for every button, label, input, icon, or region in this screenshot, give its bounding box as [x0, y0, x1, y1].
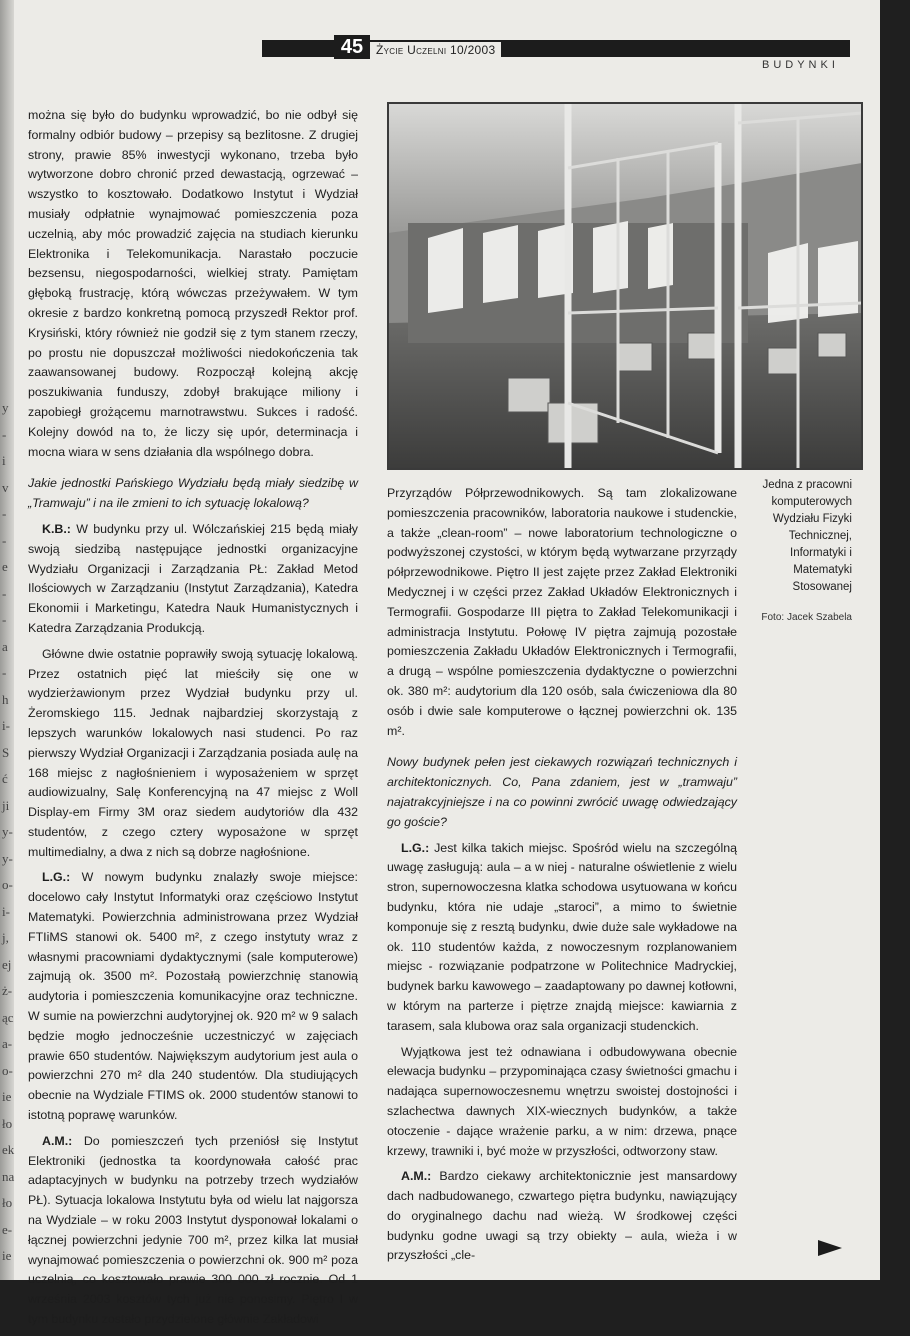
answer-paragraph: [28, 1132, 358, 1330]
margin-fragment: v: [2, 479, 9, 495]
journal-title: Życie Uczelni 10/2003: [370, 42, 501, 58]
margin-fragment: -: [2, 426, 7, 442]
margin-fragment: ć: [2, 771, 8, 786]
margin-fragment: na: [2, 1168, 15, 1184]
answer-paragraph: [28, 520, 358, 639]
margin-fragment: -: [2, 585, 7, 601]
section-label: BUDYNKI: [762, 59, 839, 71]
paragraph: Przyrządów Półprzewodnikowych. Są tam zlokalizowane pomieszczenia pracowników, laboratoria naukowe i studenckie, a także „clean-room” – nowe laboratorium technologiczne o podwyższonej czystości, w którym będą wytwarzane przyrządy półprzewodnikowe. Piętro II jest zajęte przez Zakład Elektroniki Medycznej i w części przez Zakład Układów Elektronicznych i Termografii. Gospodarze III piętra to Zakład Telekomunikacji i administracja Instytutu. Połowę IV piętra zajmują pozostałe pomieszczenia Zakładu Układów Elektronicznych i Termografii, a drugą – wspólne pomieszczenia dydaktyczne o powierzchni ok. 380 m²: audytorium dla 120 osób, sala ćwiczeniowa dla 80 osób i dwie sale komputerowe o łącznej powierzchni ok. 135 m².: [387, 486, 737, 738]
margin-fragment: ie: [2, 1248, 12, 1263]
photo-credit: Foto: Jacek Szabela: [761, 612, 852, 623]
speaker-label: K.B.:: [42, 521, 71, 536]
answer-text: Jest kilka takich miejsc. Spośród wielu na szczególną uwagę zasługują: aula – a w niej - naturalne oświetlenie z wielu stron, supernowoczesna klatka schodowa usytuowana w końcu budynku, która nie udaje „staroci”, a mimo to świetnie komponuje się z resztą budynku, dwie duże sale wykładowe na ok. 110 studentów każda, z nowoczesnym rozplanowaniem miejsc - rozwiązanie podpatrzone w Politechnice Madryckiej, budynek barku kawowego – zaadaptowany po dawnej kotłowni, w którym na parterze i piętrze znajdą miejsce: kawiarnia z tarasem, sala klubowa oraz sala organizacji studenckich.: [387, 840, 737, 1033]
article-column-2: [387, 484, 737, 1272]
margin-fragment: j,: [2, 930, 9, 945]
margin-fragment: -: [2, 612, 7, 627]
margin-fragment: h: [2, 691, 9, 707]
continue-arrow-icon: [818, 1240, 842, 1256]
answer-paragraph: [387, 1167, 737, 1266]
answer-text: Do pomieszczeń tych przeniósł się Instytut Elektroniki (jednostka ta koordynowała całość prac adaptacyjnych w budynku na potrzeby trzech wydziałów PŁ). Sytuacja lokalowa Instytutu była od wielu lat najgorsza na Wydziale – w roku 2003 Instytut dysponował lokalami o łącznej powierzchni jedynie 700 m², przez kilka lat musiał wynajmować pomieszczenia o powierzchni ok. 900 m² poza uczelnią, co kosztowało prawie 300 000 zł rocznie. Od 1 września 2003 kosztów tych już nie ponosimy. Piętro I w tym budynku zostało przydzielone głównie Zakładowi: [28, 1133, 358, 1327]
photo-illustration: [388, 103, 862, 469]
answer-text: W budynku przy ul. Wólczańskiej 215 będą miały swoją siedzibą następujące jednostki organizacyjne Wydziału Organizacji i Zarządzania PŁ: Zakład Metod Ilościowych w Zarządzaniu (Instytut Zarządzania), Katedra Ekonomii i Marketingu, Katedra Nauk Humanistycznych i Katedra Zarządzania Produkcją.: [28, 521, 358, 635]
computer-lab-photo: [388, 103, 862, 469]
photo-caption: Jedna z pracowni komputerowych Wydziału Fizyki Technicznej, Informatyki i Matematyki Stosowanej: [762, 479, 852, 593]
margin-fragment: ie: [2, 1089, 12, 1104]
margin-fragment: S: [2, 744, 10, 760]
answer-text: Bardzo ciekawy architektonicznie jest mansardowy dach nadbudowanego, czwartego piętra budynku, nawiązujący do oryginalnego dachu nad wieżą. W środkowej części budynku godne uwagi są trzy obiekty – aula, wieża i w przyszłości „cle-: [387, 1169, 737, 1263]
article-column-1: [28, 106, 358, 1336]
paragraph: można się było do budynku wprowadzić, bo nie odbył się formalny odbiór budowy – przepisy są bezlitosne. Z drugiej strony, prawie 85% inwestycji wykonano, trzeba było wytworzone dobro chronić przed dewastacją, ogrzewać – wszystko to kosztowało. Dodatkowo Instytut i Wydział musiały odpłatnie wynajmować pomieszczenia poza uczelnią, aby móc prowadzić zajęcia na studiach kierunku Elektronika i Telekomunikacja. Narastało poczucie bezsensu, niegospodarności, wielkiej straty. Pamiętam głęboką frustrację, którą wówczas przeżywałem. W tym okresie z bardzo konkretną pomocą przyszedł Rektor prof. Krysiński, który również nie godził się z tym stanem rzeczy, po prostu nie dopuszczał możliwości niedokończenia tak zaawansowanej budowy. Rozpoczął kolejną akcję poszukiwania funduszy, zdobył brakujące miliony i zapobiegł grożącemu marnotrawstwu. Sukces i radość. Kolejny dowód na to, że liczy się upór, determinacja i mocna wiara w sens działania dla wspólnego dobra.: [28, 108, 358, 459]
page-number: 45: [334, 35, 370, 59]
margin-fragment: o-: [2, 877, 13, 892]
margin-fragment: ek: [2, 1142, 15, 1157]
margin-fragment: ło: [2, 1115, 13, 1131]
margin-fragment: -: [2, 506, 7, 521]
interview-question: Nowy budynek pełen jest ciekawych rozwiązań technicznych i architektonicznych. Co, Pana zdaniem, jest w „tramwaju” najatrakcyjniejsze i na co powinni zwrócić uwagę odwiedzający go goście?: [387, 755, 737, 829]
margin-fragment: -: [2, 665, 7, 680]
paragraph: Główne dwie ostatnie poprawiły swoją sytuację lokalową. Przez ostatnich pięć lat mieściły się one w wydzierżawionym przez Wydział budynku przy ul. Żeromskiego 115. Jednak najbardziej skorzystają z lepszych warunków lokalowych nasi studenci. Po raz pierwszy Wydział Organizacji i Zarządzania posiada aulę na 168 miejsc z nagłośnieniem i wyposażeniem w sprzęt audiowizualny, Salę Konferencyjną na 47 miejsc z Woll Display-em Firmy 3M oraz siedem audytoriów dla 432 studentów, z czego cztery wyposażone w sprzęt multimedialny, a dwa z nich są dobrze nagłośnione.: [28, 646, 358, 859]
margin-fragment: i: [2, 453, 6, 468]
margin-fragment: -: [2, 532, 7, 548]
margin-fragment: o-: [2, 1062, 13, 1078]
speaker-label: A.M.:: [42, 1133, 73, 1148]
margin-fragment: ż-: [2, 983, 13, 998]
margin-fragment: a-: [2, 1036, 13, 1051]
answer-text: W nowym budynku znalazły swoje miejsce: docelowo cały Instytut Informatyki oraz częściowo Instytut Matematyki. Powierzchnia administrowana przez Wydział FTIiMS stanowi ok. 5400 m², z czego instytuty wraz z własnymi pracowniami dydaktycznymi (sale komputerowe) zajmują ok. 3500 m². Pozostałą powierzchnię stanowią audytoria i pomieszczenia komunikacyjne oraz techniczne. W sumie na powierzchni audytoryjnej ok. 920 m² w 9 salach będzie mogło jednocześnie uczestniczyć w zajęciach prawie 650 studentów. Największym audytorium jest aula o powierzchni 270 m² dla 240 studentów. Dla studiujących obecnie na Wydziale FTIMS ok. 2000 studentów stanowi to istotną poprawę warunków.: [28, 870, 358, 1123]
answer-paragraph: [28, 868, 358, 1125]
speaker-label: L.G.:: [42, 870, 71, 885]
margin-fragment: ej: [2, 956, 12, 972]
margin-fragment: e: [2, 559, 8, 574]
paragraph: Wyjątkowa jest też odnawiana i odbudowywana obecnie elewacja budynku – przypominająca czasy świetności gmachu i nadająca supernowoczesnemu wnętrzu swoistej dostojności i szlachectwa dawnych XIX-wiecznych budynków, a także otoczenie - dające wrażenie parku, a w nim: drzewa, pnące krzewy, trawniki i, być może w przyszłości, odtworzony staw.: [387, 1044, 737, 1158]
adjacent-page-edge: [0, 0, 14, 1280]
answer-paragraph: [387, 839, 737, 1037]
margin-fragment: i-: [2, 718, 10, 733]
interview-question: Jakie jednostki Pańskiego Wydziału będą miały siedzibę w „Tramwaju” i na ile zmieni to ich sytuację lokalową?: [28, 476, 358, 511]
margin-fragment: y-: [2, 850, 13, 866]
margin-fragment: ąc: [2, 1009, 14, 1025]
margin-fragment: y-: [2, 824, 13, 839]
margin-fragment: a: [2, 638, 8, 654]
margin-fragment: ło: [2, 1195, 13, 1210]
speaker-label: A.M.:: [401, 1169, 432, 1184]
speaker-label: L.G.:: [401, 840, 430, 855]
margin-fragment: i-: [2, 903, 10, 919]
margin-fragment: e-: [2, 1221, 13, 1237]
margin-fragment: y: [2, 400, 9, 415]
margin-fragment: ji: [2, 797, 10, 813]
